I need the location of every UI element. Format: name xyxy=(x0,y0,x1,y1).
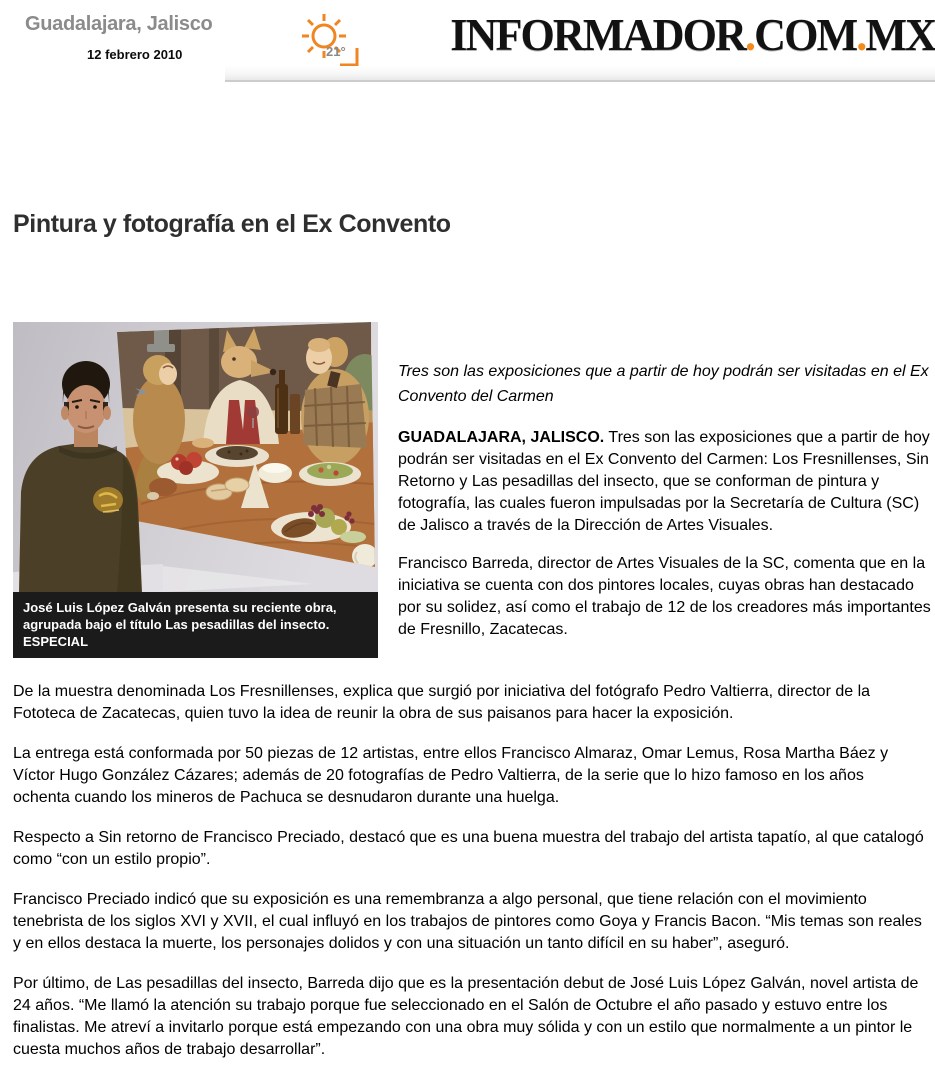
logo-dot: . xyxy=(856,9,866,60)
article-paragraph: La entrega está conformada por 50 piezas de 12 artistas, entre ellos Francisco Almaraz, Omar Lemus, Rosa Martha Báez y Víctor Hugo González Cázares; además de 20 fotografías de Pedro Valtierra, de la serie que lo hizo famoso en los años ochenta cuando los mineros de Pachuca se desnudaron durante una huelga. xyxy=(13,745,889,806)
article-photo-image xyxy=(13,322,378,592)
header-location: Guadalajara, Jalisco xyxy=(25,13,213,35)
photo-caption-text: José Luis López Galván presenta su reciente obra, agrupada bajo el título Las pesadillas del insecto. xyxy=(23,600,337,632)
article-intro-column xyxy=(398,359,931,657)
site-logo[interactable] xyxy=(450,8,935,61)
article-intro-paragraph xyxy=(398,427,931,537)
photo-credit: ESPECIAL xyxy=(23,634,89,649)
sun-icon xyxy=(295,6,375,70)
article-paragraph: De la muestra denominada Los Fresnillenses, explica que surgió por iniciativa del fotógrafo Pedro Valtierra, director de la Fototeca de Zacatecas, quien tuvo la idea de reunir la obra de sus paisanos para hacer la exposición. xyxy=(13,683,871,722)
article-paragraph: Francisco Preciado indicó que su exposición es una remembranza a algo personal, que tiene relación con el movimiento tenebrista de los siglos XVI y XVII, el cual influyó en los trabajos de pintores como Goya y Francis Bacon. “Mis temas son reales y en ellos destaca la muerte, los personajes dolidos y con una situación un tanto difícil en su haber”, aseguró. xyxy=(13,891,922,952)
article-paragraph: Respecto a Sin retorno de Francisco Preciado, destacó que es una buena muestra del trabajo del artista tapatío, al que catalogó como “con un estilo propio”. xyxy=(13,829,924,868)
article-standfirst: Tres son las exposiciones que a partir de hoy podrán ser visitadas en el Ex Convento del Carmen xyxy=(398,363,929,405)
logo-text: INFORMADOR xyxy=(450,9,745,60)
temperature-value: 21° xyxy=(326,44,346,59)
article-body xyxy=(13,681,924,1079)
dateline: GUADALAJARA, JALISCO. xyxy=(398,429,605,446)
header-divider-bar xyxy=(225,66,935,82)
header-date: 12 febrero 2010 xyxy=(87,47,183,62)
logo-text: COM xyxy=(753,9,857,60)
weather-widget xyxy=(295,6,375,70)
photo-caption xyxy=(13,592,378,658)
article-paragraph: Francisco Barreda, director de Artes Visuales de la SC, comenta que en la iniciativa se cuenta con dos pintores locales, cuyas obras han destacado por su solidez, así como el trabajo de 12 de los creadores más importantes de Fresnillo, Zacatecas. xyxy=(398,555,931,638)
logo-dot: . xyxy=(744,9,754,60)
article-photo xyxy=(13,322,378,658)
article-headline: Pintura y fotografía en el Ex Convento xyxy=(13,210,451,238)
logo-text: MX xyxy=(865,9,935,60)
article-paragraph: Por último, de Las pesadillas del insecto, Barreda dijo que es la presentación debut de José Luis López Galván, novel artista de 24 años. “Me llamó la atención su trabajo porque fue seleccionado en el Salón de Octubre el año pasado y estuvo entre los finalistas. Me atreví a invitarlo porque está empezando con una obra muy sólida y con un estilo que normalmente a un pintor le cuesta muchos años de trabajo desarrollar”. xyxy=(13,975,919,1058)
intro-text: Tres son las exposiciones que a partir de hoy podrán ser visitadas en el Ex Convento del Carmen: Los Fresnillenses, Sin Retorno y Las pesadillas del insecto, que se conforman de pintura y fotografía, las cuales fueron impulsadas por la Secretaría de Cultura (SC) de Jalisco a través de la Dirección de Artes Visuales. xyxy=(398,429,930,534)
